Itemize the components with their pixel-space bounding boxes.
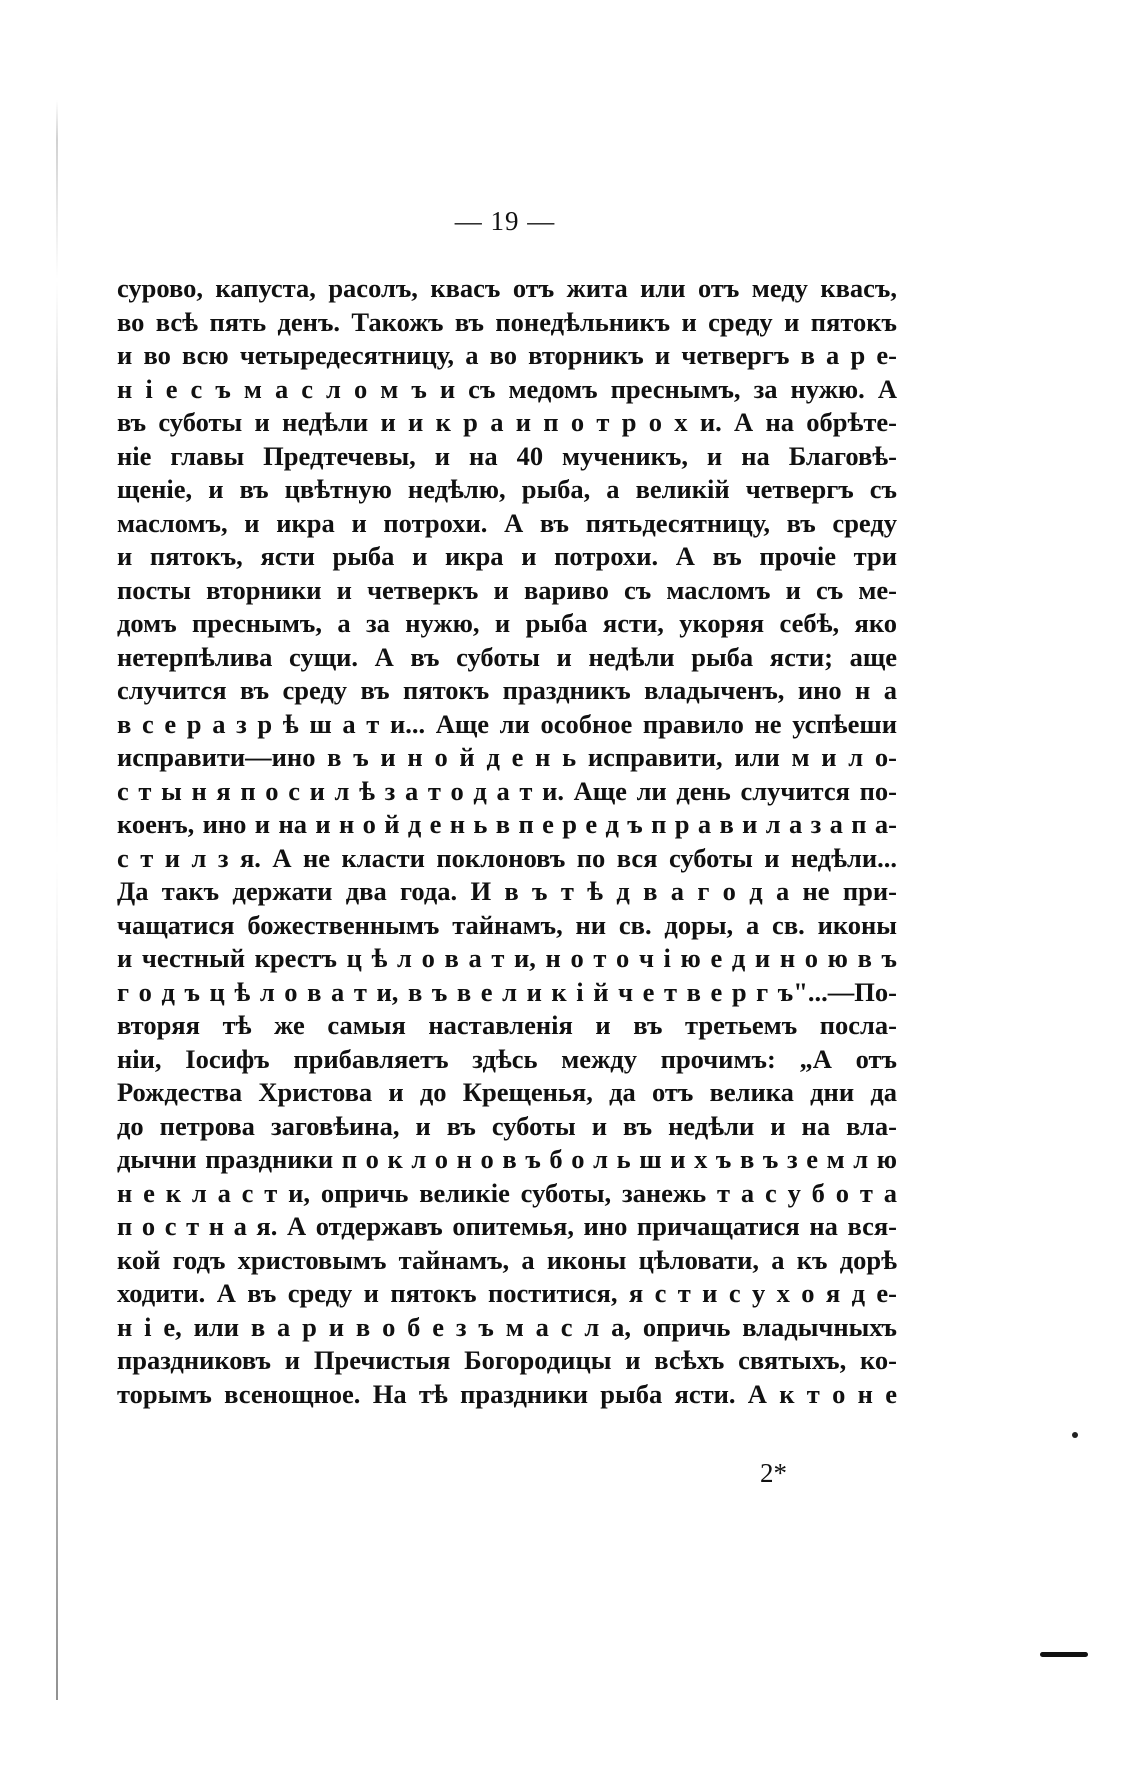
text-line: въ суботы и недѣли и и к р а и п о т р о х и. А на обрѣте- bbox=[117, 407, 897, 437]
margin-dot-mark bbox=[1072, 1432, 1078, 1438]
text-line: п о с т н а я. А отдержавъ опитемья, ино причащатися на вся- bbox=[117, 1211, 897, 1241]
text-line: ніе главы Предтечевы, и на 40 мученикъ, и на Благовѣ- bbox=[117, 440, 897, 471]
text-line: сурово, капуста, расолъ, квасъ отъ жита или отъ меду квасъ, bbox=[117, 273, 897, 303]
text-line: масломъ, и икра и потрохи. А въ пятьдесятницу, въ среду bbox=[117, 507, 897, 538]
text-line: дычни праздники п о к л о н о в ъ б о л ь ш и х ъ в ъ з е м л ю bbox=[117, 1144, 897, 1174]
text-line: н е к л а с т и, опричь великіе суботы, занежь т а с у б о т а bbox=[117, 1177, 897, 1208]
text-line: с т и л з я. А не класти поклоновъ по вся суботы и недѣли... bbox=[117, 842, 897, 873]
margin-dash-mark bbox=[1040, 1652, 1088, 1657]
text-line: кой годъ христовымъ тайнамъ, а иконы цѣловати, а къ дорѣ bbox=[117, 1244, 897, 1275]
text-line: домъ преснымъ, а за нужю, и рыба ясти, укоряя себѣ, яко bbox=[117, 608, 897, 638]
body-text bbox=[117, 272, 897, 1411]
text-line: во всѣ пять денъ. Такожъ въ понедѣльникъ и среду и пятокъ bbox=[117, 306, 897, 337]
text-line: торымъ всенощное. На тѣ праздники рыба ясти. А к т о н е bbox=[117, 1378, 897, 1409]
text-line: г о д ъ ц ѣ л о в а т и, в ъ в е л и к і й ч е т в е р г ъ"...—По- bbox=[117, 976, 897, 1007]
text-line: в с е р а з р ѣ ш а т и... Аще ли особное правило не успѣеши bbox=[117, 708, 897, 739]
text-line: ніи, Іосифъ прибавляетъ здѣсь между прочимъ: „А отъ bbox=[117, 1043, 897, 1074]
text-line: щеніе, и въ цвѣтную недѣлю, рыба, а великій четвергъ съ bbox=[117, 474, 897, 504]
text-line: и во всю четыредесятницу, а во вторникъ и четвергъ в а р е- bbox=[117, 340, 897, 370]
text-line: коенъ, ино и на и н о й д е н ь в п е р е д ъ п р а в и л а з а п а- bbox=[117, 809, 897, 839]
text-line: вторяя тѣ же самыя наставленія и въ третьемъ посла- bbox=[117, 1010, 897, 1040]
scan-binding-edge bbox=[56, 100, 58, 1700]
text-line: с т ы н я п о с и л ѣ з а т о д а т и. Аще ли день случится по- bbox=[117, 775, 897, 806]
text-line: Рождества Христова и до Крещенья, да отъ велика дни да bbox=[117, 1077, 897, 1107]
text-line: чащатися божественнымъ тайнамъ, ни св. доры, а св. иконы bbox=[117, 909, 897, 940]
text-line: и честный крестъ ц ѣ л о в а т и, н о т о ч і ю е д и н о ю в ъ bbox=[117, 943, 897, 973]
text-line: случится въ среду въ пятокъ праздникъ владыченъ, ино н а bbox=[117, 675, 897, 705]
text-line: н і е, или в а р и в о б е з ъ м а с л а, опричь владычныхъ bbox=[117, 1311, 897, 1342]
text-line: праздниковъ и Пречистыя Богородицы и всѣхъ святыхъ, ко- bbox=[117, 1345, 897, 1375]
text-line: и пятокъ, ясти рыба и икра и потрохи. А въ прочіе три bbox=[117, 541, 897, 571]
page-number: — 19 — bbox=[454, 206, 556, 236]
text-line: ходити. А въ среду и пятокъ поститися, я с т и с у х о я д е- bbox=[117, 1278, 897, 1308]
text-line: н і е с ъ м а с л о м ъ и съ медомъ преснымъ, за нужю. А bbox=[117, 373, 897, 404]
text-line: посты вторники и четверкъ и вариво съ масломъ и съ ме- bbox=[117, 574, 897, 605]
text-line: до петрова заговѣина, и въ суботы и въ недѣли и на вла- bbox=[117, 1110, 897, 1141]
text-line: исправити—ино в ъ и н о й д е н ь исправити, или м и л о- bbox=[117, 742, 897, 772]
signature-mark: 2* bbox=[760, 1458, 787, 1488]
text-line: нетерпѣлива сущи. А въ суботы и недѣли рыба ясти; аще bbox=[117, 641, 897, 672]
text-line: Да такъ держати два года. И в ъ т ѣ д в а г о д а не при- bbox=[117, 876, 897, 906]
